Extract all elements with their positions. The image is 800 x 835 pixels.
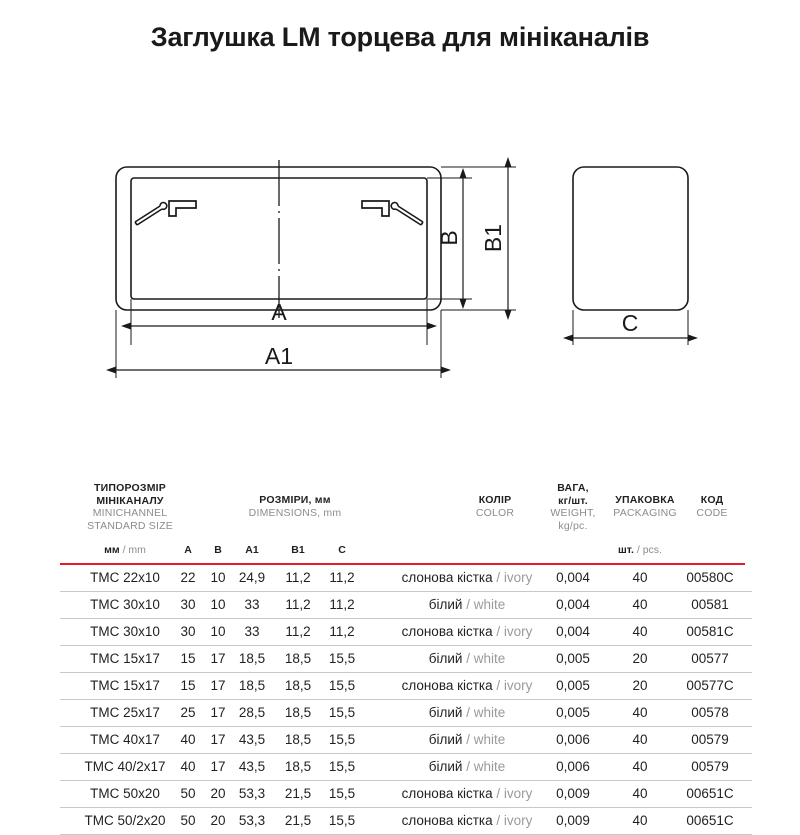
cell-dimension-a: 50 bbox=[180, 813, 196, 828]
cell-dimension-b: 17 bbox=[210, 732, 226, 747]
table-row bbox=[60, 565, 752, 592]
cell-color-ua: слонова кістка bbox=[401, 786, 493, 801]
cell-color-separator: / bbox=[462, 732, 474, 747]
cell-standard-size: TMC 50x20 bbox=[90, 786, 160, 801]
cell-standard-size: TMC 30x10 bbox=[90, 597, 160, 612]
cell-dimension-b1: 21,5 bbox=[284, 786, 312, 801]
cell-dimension-c: 11,2 bbox=[329, 624, 355, 639]
subheader-a1: A1 bbox=[245, 544, 259, 556]
dimension-label-a: A bbox=[271, 299, 287, 325]
cell-standard-size: TMC 40/2x17 bbox=[84, 759, 166, 774]
cell-standard-size: TMC 25x17 bbox=[90, 705, 160, 720]
cell-weight: 0,006 bbox=[556, 759, 590, 774]
cell-color bbox=[372, 786, 562, 801]
cell-dimension-b: 17 bbox=[210, 678, 226, 693]
table-header-row bbox=[60, 482, 752, 544]
cell-weight: 0,006 bbox=[556, 732, 590, 747]
table-row bbox=[60, 781, 752, 808]
clip-detail-right bbox=[362, 201, 423, 225]
cell-color bbox=[372, 570, 562, 585]
cell-code: 00580C bbox=[686, 570, 734, 585]
cell-dimension-b: 20 bbox=[210, 813, 226, 828]
cell-dimension-a1: 18,5 bbox=[238, 651, 266, 666]
cell-dimension-a: 22 bbox=[180, 570, 196, 585]
cell-packaging: 40 bbox=[632, 759, 648, 774]
column-header-packaging: УПАКОВКА PACKAGING bbox=[613, 494, 677, 519]
cell-color-en: ivory bbox=[503, 813, 533, 828]
cell-code: 00651C bbox=[686, 786, 734, 801]
table-row bbox=[60, 619, 752, 646]
cell-color bbox=[372, 759, 562, 774]
table-subheader-row bbox=[60, 544, 752, 563]
cell-color-ua: слонова кістка bbox=[401, 570, 493, 585]
cell-color-ua: слонова кістка bbox=[401, 678, 493, 693]
cell-color-separator: / bbox=[492, 786, 504, 801]
table-row bbox=[60, 673, 752, 700]
cell-color bbox=[372, 813, 562, 828]
cell-dimension-a: 30 bbox=[180, 597, 196, 612]
subheader-unit-mm: мм / mm bbox=[104, 544, 146, 556]
cell-color-separator: / bbox=[462, 705, 474, 720]
subheader-b: B bbox=[214, 544, 222, 556]
cell-dimension-a: 30 bbox=[180, 624, 196, 639]
cell-weight: 0,009 bbox=[556, 786, 590, 801]
cell-color-ua: білий bbox=[428, 732, 463, 747]
cell-code: 00581 bbox=[691, 597, 729, 612]
cell-color-en: white bbox=[473, 651, 506, 666]
subheader-a: A bbox=[184, 544, 192, 556]
cell-dimension-c: 11,2 bbox=[329, 570, 355, 585]
cell-dimension-c: 11,2 bbox=[329, 597, 355, 612]
cell-color-ua: білий bbox=[428, 759, 463, 774]
cell-color-en: white bbox=[473, 705, 506, 720]
table-row bbox=[60, 727, 752, 754]
cell-standard-size: TMC 30x10 bbox=[90, 624, 160, 639]
cell-color-en: ivory bbox=[503, 678, 533, 693]
cell-dimension-a1: 33 bbox=[244, 597, 260, 612]
cell-color bbox=[372, 732, 562, 747]
cell-packaging: 40 bbox=[632, 732, 648, 747]
column-header-color: КОЛІР COLOR bbox=[475, 494, 515, 519]
cell-color-en: white bbox=[473, 759, 506, 774]
cell-dimension-b: 17 bbox=[210, 651, 226, 666]
cell-packaging: 40 bbox=[632, 570, 648, 585]
cell-color-separator: / bbox=[492, 570, 504, 585]
cell-dimension-b: 17 bbox=[210, 705, 226, 720]
cell-dimension-c: 15,5 bbox=[328, 786, 356, 801]
cell-dimension-c: 15,5 bbox=[328, 705, 356, 720]
cell-color-en: white bbox=[473, 732, 506, 747]
table-row bbox=[60, 808, 752, 835]
cell-packaging: 40 bbox=[632, 624, 648, 639]
subheader-b1: B1 bbox=[291, 544, 305, 556]
dimension-label-c: C bbox=[621, 310, 639, 336]
cell-dimension-b1: 18,5 bbox=[284, 759, 312, 774]
cell-standard-size: TMC 15x17 bbox=[90, 651, 160, 666]
cell-dimension-b1: 18,5 bbox=[284, 678, 312, 693]
cell-dimension-c: 15,5 bbox=[328, 813, 356, 828]
cell-dimension-b1: 11,2 bbox=[285, 570, 311, 585]
cell-weight: 0,005 bbox=[556, 678, 590, 693]
cell-standard-size: TMC 22x10 bbox=[90, 570, 160, 585]
table-row bbox=[60, 754, 752, 781]
cell-code: 00577 bbox=[691, 651, 729, 666]
cell-color-separator: / bbox=[492, 678, 504, 693]
cell-weight: 0,005 bbox=[556, 705, 590, 720]
cell-color-ua: білий bbox=[428, 705, 463, 720]
cell-packaging: 20 bbox=[632, 678, 648, 693]
cell-dimension-b1: 11,2 bbox=[285, 597, 311, 612]
clip-detail-left bbox=[135, 201, 196, 225]
cell-packaging: 40 bbox=[632, 813, 648, 828]
subheader-unit-pcs: шт. / pcs. bbox=[618, 544, 662, 556]
cell-color-en: white bbox=[473, 597, 506, 612]
cell-dimension-b: 20 bbox=[210, 786, 226, 801]
cell-code: 00577C bbox=[686, 678, 734, 693]
cell-packaging: 40 bbox=[632, 705, 648, 720]
cell-dimension-b: 10 bbox=[210, 597, 226, 612]
specifications-table bbox=[60, 482, 752, 835]
cell-color bbox=[372, 678, 562, 693]
cell-dimension-b1: 18,5 bbox=[284, 705, 312, 720]
cell-color-ua: білий bbox=[428, 651, 463, 666]
cell-dimension-a1: 24,9 bbox=[238, 570, 266, 585]
cell-weight: 0,004 bbox=[556, 570, 590, 585]
table-row bbox=[60, 592, 752, 619]
cell-packaging: 20 bbox=[632, 651, 648, 666]
cell-dimension-a: 50 bbox=[180, 786, 196, 801]
side-view-body bbox=[573, 167, 688, 310]
cell-color bbox=[372, 705, 562, 720]
cell-color-ua: слонова кістка bbox=[401, 624, 493, 639]
column-header-weight: ВАГА, кг/шт. WEIGHT, kg/pc. bbox=[550, 482, 596, 532]
cell-color bbox=[372, 651, 562, 666]
cell-dimension-b1: 18,5 bbox=[284, 651, 312, 666]
cell-dimension-a: 25 bbox=[180, 705, 196, 720]
column-header-standard-size: ТИПОРОЗМІР МІНІКАНАЛУ MINICHANNEL STANDARD SIZE bbox=[87, 482, 173, 532]
cell-color-separator: / bbox=[462, 759, 474, 774]
cell-color bbox=[372, 597, 562, 612]
cell-dimension-a1: 43,5 bbox=[238, 732, 266, 747]
table-row bbox=[60, 700, 752, 727]
page-title: Заглушка LM торцева для мініканалів bbox=[150, 22, 650, 52]
cell-code: 00581C bbox=[686, 624, 734, 639]
cell-standard-size: TMC 15x17 bbox=[90, 678, 160, 693]
column-header-code: КОД CODE bbox=[696, 494, 728, 519]
cell-dimension-a1: 43,5 bbox=[238, 759, 266, 774]
cell-weight: 0,005 bbox=[556, 651, 590, 666]
cell-dimension-a: 15 bbox=[180, 678, 196, 693]
cell-color-separator: / bbox=[492, 813, 504, 828]
cell-color-separator: / bbox=[462, 597, 474, 612]
table-row bbox=[60, 646, 752, 673]
cell-dimension-a: 40 bbox=[180, 732, 196, 747]
cell-dimension-b1: 18,5 bbox=[284, 732, 312, 747]
cell-dimension-b: 17 bbox=[210, 759, 226, 774]
cell-color-en: ivory bbox=[503, 624, 533, 639]
cell-standard-size: TMC 40x17 bbox=[90, 732, 160, 747]
column-header-dimensions: РОЗМІРИ, мм DIMENSIONS, mm bbox=[248, 494, 342, 519]
cell-packaging: 40 bbox=[632, 597, 648, 612]
cell-dimension-a1: 53,3 bbox=[238, 786, 266, 801]
cell-color-ua: слонова кістка bbox=[401, 813, 493, 828]
dimension-label-b1: B1 bbox=[480, 223, 506, 253]
table-body bbox=[60, 565, 752, 835]
cell-dimension-c: 15,5 bbox=[328, 678, 356, 693]
cell-color-separator: / bbox=[462, 651, 474, 666]
cell-weight: 0,004 bbox=[556, 624, 590, 639]
cell-dimension-b: 10 bbox=[210, 570, 226, 585]
cell-color bbox=[372, 624, 562, 639]
cell-weight: 0,009 bbox=[556, 813, 590, 828]
cell-dimension-b: 10 bbox=[210, 624, 226, 639]
cell-dimension-b1: 11,2 bbox=[285, 624, 311, 639]
cell-dimension-a: 15 bbox=[180, 651, 196, 666]
cell-standard-size: TMC 50/2x20 bbox=[84, 813, 166, 828]
cell-weight: 0,004 bbox=[556, 597, 590, 612]
cell-dimension-c: 15,5 bbox=[328, 732, 356, 747]
cell-dimension-c: 15,5 bbox=[328, 759, 356, 774]
cell-code: 00578 bbox=[691, 705, 729, 720]
cell-color-separator: / bbox=[492, 624, 504, 639]
cell-packaging: 40 bbox=[632, 786, 648, 801]
cell-dimension-c: 15,5 bbox=[328, 651, 356, 666]
cell-dimension-a1: 28,5 bbox=[238, 705, 266, 720]
cell-color-ua: білий bbox=[428, 597, 463, 612]
cell-dimension-a1: 33 bbox=[244, 624, 260, 639]
technical-drawing bbox=[0, 130, 800, 420]
cell-code: 00651C bbox=[686, 813, 734, 828]
subheader-c: C bbox=[338, 544, 346, 556]
cell-dimension-a1: 18,5 bbox=[238, 678, 266, 693]
dimension-label-a1: A1 bbox=[264, 343, 294, 369]
cell-color-en: ivory bbox=[503, 570, 533, 585]
cell-code: 00579 bbox=[691, 759, 729, 774]
cell-code: 00579 bbox=[691, 732, 729, 747]
cell-dimension-a: 40 bbox=[180, 759, 196, 774]
cell-dimension-a1: 53,3 bbox=[238, 813, 266, 828]
dimension-label-b: B bbox=[436, 230, 462, 246]
cell-dimension-b1: 21,5 bbox=[284, 813, 312, 828]
cell-color-en: ivory bbox=[503, 786, 533, 801]
